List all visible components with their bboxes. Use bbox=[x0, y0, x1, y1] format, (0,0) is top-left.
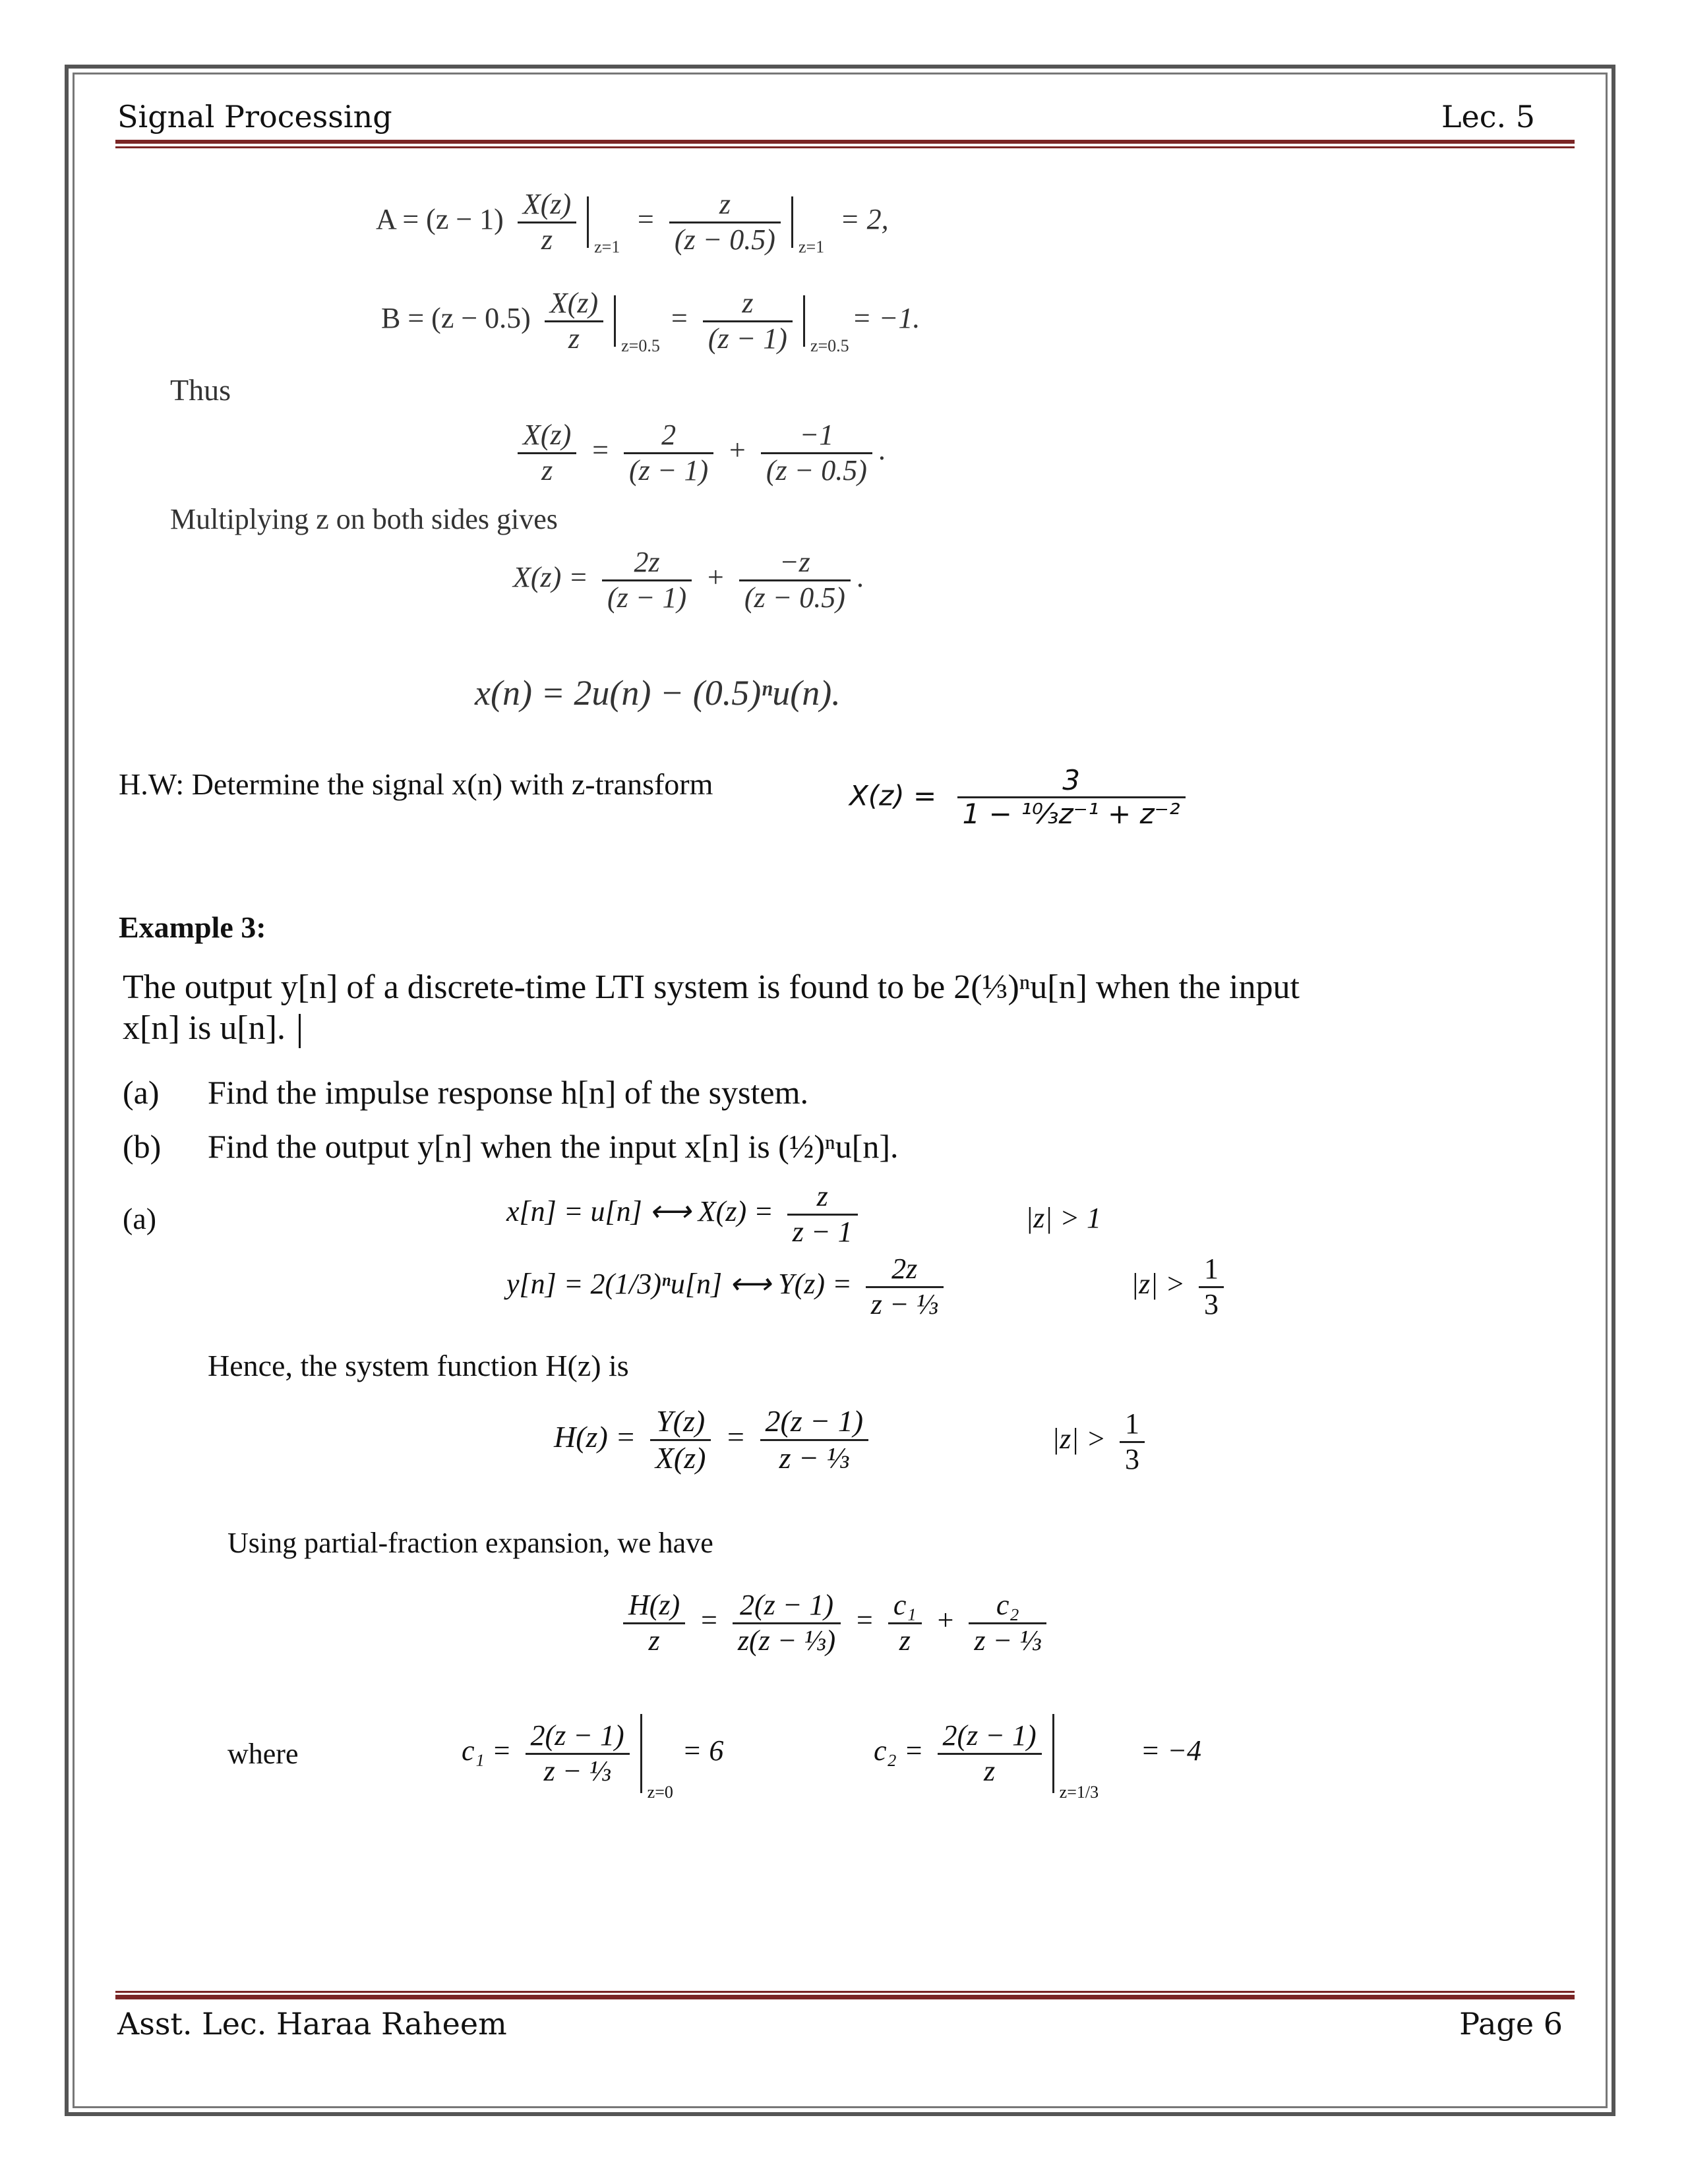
footer-author: Asst. Lec. Haraa Raheem bbox=[117, 2006, 507, 2042]
c2-num: 2(z − 1) bbox=[938, 1719, 1042, 1755]
example-statement-text: x[n] is u[n]. bbox=[123, 1009, 286, 1047]
eq-B-frac2: $\frac{z}{(z - 1)}$ bbox=[703, 287, 793, 355]
c1-sub: z=0 bbox=[647, 1783, 673, 1802]
H-n1: Y(z) bbox=[650, 1404, 711, 1441]
multiplying-text: Multiplying z on both sides gives bbox=[170, 503, 558, 535]
hw-text: H.W: Determine the signal x(n) with z-transform bbox=[119, 767, 713, 801]
P-n2: 2(z − 1) bbox=[733, 1589, 841, 1624]
equation-A: A = (z − 1) $\frac{X(z)}{z}$ z=1 = $\frac{z}{(z - 0.5)}$ z=1 = 2, bbox=[376, 188, 889, 257]
H-lhs: H(z) = bbox=[554, 1419, 636, 1454]
header-rule-thin bbox=[115, 146, 1575, 148]
c2-sub: z=1/3 bbox=[1059, 1783, 1099, 1802]
solution-line1 bbox=[506, 1180, 864, 1249]
eq-A-frac2: $\frac{z}{(z - 0.5)}$ bbox=[669, 188, 781, 256]
eq-T-d2: (z − 0.5) bbox=[766, 454, 867, 487]
eq-T-n1: 2 bbox=[624, 419, 713, 454]
eq-B-lhs: B = (z − 0.5) bbox=[381, 302, 531, 335]
c1-result: = 6 bbox=[682, 1734, 724, 1767]
P-d2: z(z − ⅓) bbox=[737, 1624, 836, 1657]
H-roc bbox=[1052, 1407, 1151, 1476]
equation-partial: $\frac{H(z)}{z}$ = $\frac{2(z - 1)}{\text{z(z − ⅓)}}$ = $\frac{\text{c₁}}{z}$ + $\frac{\text{c₂}}{\text{z − ⅓}}$ bbox=[617, 1589, 1053, 1657]
P-d1: z bbox=[648, 1624, 660, 1657]
eq-T-n2: −1 bbox=[761, 419, 872, 454]
hw-lhs: X(z) = bbox=[849, 779, 937, 812]
hw-num: 3 bbox=[957, 765, 1186, 798]
example-title: Example 3: bbox=[119, 910, 266, 944]
s2-lhs: y[n] = 2(1/3)ⁿu[n] ⟷ Y(z) = bbox=[506, 1268, 852, 1301]
eq-B-result: = −1. bbox=[851, 302, 920, 335]
s2-den: z − ⅓ bbox=[870, 1287, 938, 1320]
header-lecture: Lec. 5 bbox=[1441, 99, 1535, 134]
example-statement-line2 bbox=[123, 1009, 301, 1048]
footer-rule-thick bbox=[115, 1995, 1575, 1999]
x-result: x(n) = 2u(n) − (0.5)ⁿu(n). bbox=[475, 673, 841, 713]
s1-lhs: x[n] = u[n] ⟷ X(z) = bbox=[506, 1195, 773, 1228]
H-roc-den: 3 bbox=[1125, 1442, 1140, 1475]
equation-c1 bbox=[462, 1714, 724, 1802]
c1-den: z − ⅓ bbox=[543, 1754, 611, 1787]
P-n3: c₁ bbox=[888, 1589, 922, 1624]
hw-equation bbox=[849, 765, 1192, 831]
part-a-label: (a) bbox=[123, 1074, 160, 1111]
s2-roc-num: 1 bbox=[1199, 1253, 1224, 1288]
eq-T-num: X(z) bbox=[518, 419, 576, 454]
s2-roc bbox=[1131, 1253, 1230, 1321]
P-d4: z − ⅓ bbox=[974, 1624, 1042, 1657]
c2-result: = −4 bbox=[1140, 1734, 1202, 1767]
hw-den: 1 − ¹⁰⁄₃z⁻¹ + z⁻² bbox=[962, 798, 1180, 831]
solution-a-label: (a) bbox=[123, 1202, 157, 1235]
H-roc-num: 1 bbox=[1120, 1407, 1145, 1443]
eq-M-n1: 2z bbox=[602, 546, 692, 581]
equation-Hz: H(z) = $\frac{Y(z)}{X(z)}$ = $\frac{2(z - 1)}{\text{z − ⅓}}$ bbox=[554, 1404, 875, 1476]
H-d1: X(z) bbox=[655, 1440, 706, 1475]
footer-rule-thin bbox=[115, 1991, 1575, 1993]
part-b-label: (b) bbox=[123, 1128, 162, 1165]
s1-roc: |z| > 1 bbox=[1025, 1202, 1102, 1234]
c1-num: 2(z − 1) bbox=[526, 1719, 630, 1755]
equation-Xz-over-z: $\frac{X(z)}{z}$ = $\frac{2}{(z - 1)}$ + $\frac{-1}{(z - 0.5)}$ . bbox=[511, 419, 886, 487]
eq-A-lhs: A = (z − 1) bbox=[376, 203, 504, 236]
s2-roc-den: 3 bbox=[1204, 1287, 1219, 1320]
eq-B-frac1: $\frac{X(z)}{z}$ bbox=[545, 287, 603, 355]
s2-num: 2z bbox=[866, 1253, 944, 1288]
eq-M-d1: (z − 1) bbox=[607, 581, 687, 614]
eq-A-frac1: $\frac{X(z)}{z}$ bbox=[518, 188, 576, 256]
P-d3: z bbox=[899, 1624, 911, 1657]
eq-M-d2: (z − 0.5) bbox=[744, 581, 845, 614]
footer-page-number: Page 6 bbox=[1459, 2006, 1563, 2042]
equation-c2 bbox=[874, 1714, 1202, 1802]
equation-B: B = (z − 0.5) $\frac{X(z)}{z}$ z=0.5 = $\frac{z}{(z - 1)}$ z=0.5 = −1. bbox=[381, 287, 920, 356]
eq-T-den: z bbox=[541, 454, 553, 487]
c2-den: z bbox=[984, 1754, 996, 1787]
eq-T-d1: (z − 1) bbox=[629, 454, 709, 487]
c2-lhs: c₂ = bbox=[874, 1734, 924, 1767]
P-n1: H(z) bbox=[623, 1589, 685, 1624]
example-statement-line1: The output y[n] of a discrete-time LTI system is found to be 2(⅓)ⁿu[n] when the input bbox=[123, 968, 1300, 1006]
eq-M-n2: −z bbox=[739, 546, 851, 581]
thus-label: Thus bbox=[170, 373, 231, 407]
c1-lhs: c₁ = bbox=[462, 1734, 512, 1767]
H-d2: z − ⅓ bbox=[779, 1440, 850, 1475]
where-label: where bbox=[227, 1738, 299, 1770]
part-a-text: Find the impulse response h[n] of the system. bbox=[208, 1074, 808, 1111]
H-roc-text: |z| > bbox=[1052, 1423, 1106, 1456]
eq-A-result: = 2, bbox=[839, 203, 889, 236]
part-b-text: Find the output y[n] when the input x[n] is (½)ⁿu[n]. bbox=[208, 1128, 899, 1165]
H-n2: 2(z − 1) bbox=[760, 1404, 869, 1441]
header-title: Signal Processing bbox=[117, 99, 392, 134]
s1-den: z − 1 bbox=[792, 1215, 853, 1248]
eq-M-lhs: X(z) = bbox=[513, 561, 588, 594]
solution-line2 bbox=[506, 1253, 950, 1321]
header-rule-thick bbox=[115, 140, 1575, 144]
P-n4: c₂ bbox=[969, 1589, 1046, 1624]
text-cursor bbox=[299, 1014, 301, 1048]
hence-text: Hence, the system function H(z) is bbox=[208, 1349, 629, 1382]
partial-fraction-text: Using partial-fraction expansion, we have bbox=[227, 1527, 713, 1559]
s1-num: z bbox=[787, 1180, 858, 1216]
equation-Xz: X(z) = $\frac{2z}{(z - 1)}$ + $\frac{-z}{(z - 0.5)}$ . bbox=[513, 546, 864, 614]
s2-roc-text: |z| > bbox=[1131, 1268, 1186, 1301]
